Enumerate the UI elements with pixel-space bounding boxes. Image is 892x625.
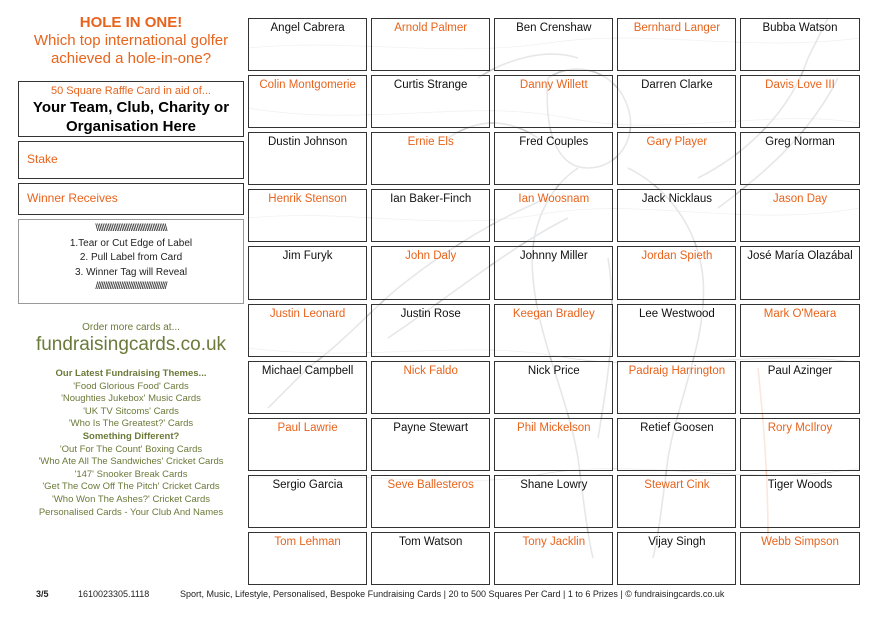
tear-marks-bottom: ////////////////////////////////////////	[95, 281, 167, 292]
footer-text: Sport, Music, Lifestyle, Personalised, Bespoke Fundraising Cards | 20 to 500 Squares Per Card | 1 to 6 Prizes | © fundraisingcards.co.uk	[180, 589, 725, 599]
raffle-square[interactable]: Tiger Woods	[740, 475, 859, 528]
raffle-square[interactable]: Bubba Watson	[740, 18, 859, 71]
card-title: HOLE IN ONE!	[79, 14, 183, 31]
instruction-step3: 3. Winner Tag will Reveal	[74, 266, 188, 278]
raffle-square[interactable]: Paul Azinger	[740, 361, 859, 414]
theme-item: 'UK TV Sitcoms' Cards	[83, 405, 179, 417]
raffle-square[interactable]: Colin Montgomerie	[248, 75, 367, 128]
instruction-step1: 1.Tear or Cut Edge of Label	[69, 237, 193, 249]
raffle-square[interactable]: Jack Nicklaus	[617, 189, 736, 242]
card-reference: 1610023305.1118	[78, 589, 150, 599]
raffle-square[interactable]: Curtis Strange	[371, 75, 490, 128]
raffle-square[interactable]: Michael Campbell	[248, 361, 367, 414]
raffle-square[interactable]: Ernie Els	[371, 132, 490, 185]
themes-heading-2: Something Different?	[82, 430, 180, 442]
raffle-square[interactable]: Phil Mickelson	[494, 418, 613, 471]
raffle-square[interactable]: Dustin Johnson	[248, 132, 367, 185]
raffle-square[interactable]: Nick Price	[494, 361, 613, 414]
raffle-square[interactable]: Danny Willett	[494, 75, 613, 128]
theme-item: 'Out For The Count' Boxing Cards	[59, 443, 203, 455]
raffle-square[interactable]: Payne Stewart	[371, 418, 490, 471]
raffle-square[interactable]: Keegan Bradley	[494, 304, 613, 357]
raffle-square[interactable]: José María Olazábal	[740, 246, 859, 299]
raffle-square[interactable]: Johnny Miller	[494, 246, 613, 299]
winner-label: Winner Receives	[27, 191, 118, 205]
raffle-line1: 50 Square Raffle Card in aid of...	[50, 85, 211, 97]
raffle-square[interactable]: Vijay Singh	[617, 532, 736, 585]
raffle-square[interactable]: Gary Player	[617, 132, 736, 185]
raffle-square[interactable]: Ben Crenshaw	[494, 18, 613, 71]
raffle-square[interactable]: Seve Ballesteros	[371, 475, 490, 528]
website-link[interactable]: fundraisingcards.co.uk	[35, 334, 227, 355]
raffle-square[interactable]: Darren Clarke	[617, 75, 736, 128]
raffle-square[interactable]: Henrik Stenson	[248, 189, 367, 242]
raffle-grid	[248, 18, 860, 558]
raffle-square[interactable]: Arnold Palmer	[371, 18, 490, 71]
raffle-square[interactable]: Shane Lowry	[494, 475, 613, 528]
theme-item: 'Noughties Jukebox' Music Cards	[61, 393, 201, 405]
raffle-square[interactable]: Webb Simpson	[740, 532, 859, 585]
theme-item: 'Who Won The Ashes?' Cricket Cards	[52, 493, 210, 505]
instruction-step2: 2. Pull Label from Card	[79, 252, 183, 263]
raffle-square[interactable]: Jim Furyk	[248, 246, 367, 299]
raffle-square[interactable]: Nick Faldo	[371, 361, 490, 414]
raffle-square[interactable]: Jason Day	[740, 189, 859, 242]
winner-field	[18, 183, 244, 215]
raffle-square[interactable]: Fred Couples	[494, 132, 613, 185]
theme-item: Personalised Cards - Your Club And Names	[38, 506, 224, 518]
theme-item: 'Get The Cow Off The Pitch' Cricket Cards	[42, 481, 220, 493]
raffle-square[interactable]: John Daly	[371, 246, 490, 299]
stake-field	[18, 141, 244, 179]
raffle-square[interactable]: Tom Lehman	[248, 532, 367, 585]
raffle-square[interactable]: Ian Woosnam	[494, 189, 613, 242]
raffle-square[interactable]: Bernhard Langer	[617, 18, 736, 71]
raffle-square[interactable]: Davis Love III	[740, 75, 859, 128]
tear-marks-top: \\\\\\\\\\\\\\\\\\\\\\\\\\\\\\\\\\\\\\\\	[95, 223, 167, 234]
themes-heading: Our Latest Fundraising Themes...	[55, 368, 207, 379]
raffle-square[interactable]: Tom Watson	[371, 532, 490, 585]
raffle-square[interactable]: Paul Lawrie	[248, 418, 367, 471]
theme-item: 'Who Is The Greatest?' Cards	[68, 418, 194, 430]
themes-list	[18, 368, 244, 519]
raffle-square[interactable]: Tony Jacklin	[494, 532, 613, 585]
raffle-square[interactable]: Greg Norman	[740, 132, 859, 185]
theme-item: 'Who Ate All The Sandwiches' Cricket Cards	[38, 456, 224, 468]
raffle-square[interactable]: Jordan Spieth	[617, 246, 736, 299]
raffle-square[interactable]: Lee Westwood	[617, 304, 736, 357]
raffle-organisation: Your Team, Club, Charity or Organisation Here	[32, 99, 230, 135]
raffle-square[interactable]: Ian Baker-Finch	[371, 189, 490, 242]
page-number: 3/5	[36, 589, 49, 599]
raffle-box	[18, 81, 244, 137]
card-question: Which top international golfer achieved a hole-in-one?	[33, 32, 229, 67]
raffle-square[interactable]: Sergio Garcia	[248, 475, 367, 528]
raffle-square[interactable]: Angel Cabrera	[248, 18, 367, 71]
raffle-square[interactable]: Padraig Harrington	[617, 361, 736, 414]
raffle-square[interactable]: Justin Rose	[371, 304, 490, 357]
raffle-square[interactable]: Retief Goosen	[617, 418, 736, 471]
theme-item: 'Food Glorious Food' Cards	[73, 380, 189, 392]
raffle-square[interactable]: Stewart Cink	[617, 475, 736, 528]
order-label: Order more cards at...	[82, 322, 180, 333]
raffle-square[interactable]: Justin Leonard	[248, 304, 367, 357]
raffle-square[interactable]: Mark O'Meara	[740, 304, 859, 357]
instructions-box	[18, 219, 244, 304]
left-panel	[18, 14, 244, 518]
stake-label: Stake	[27, 152, 58, 166]
theme-item: '147' Snooker Break Cards	[74, 468, 188, 480]
raffle-square[interactable]: Rory McIlroy	[740, 418, 859, 471]
